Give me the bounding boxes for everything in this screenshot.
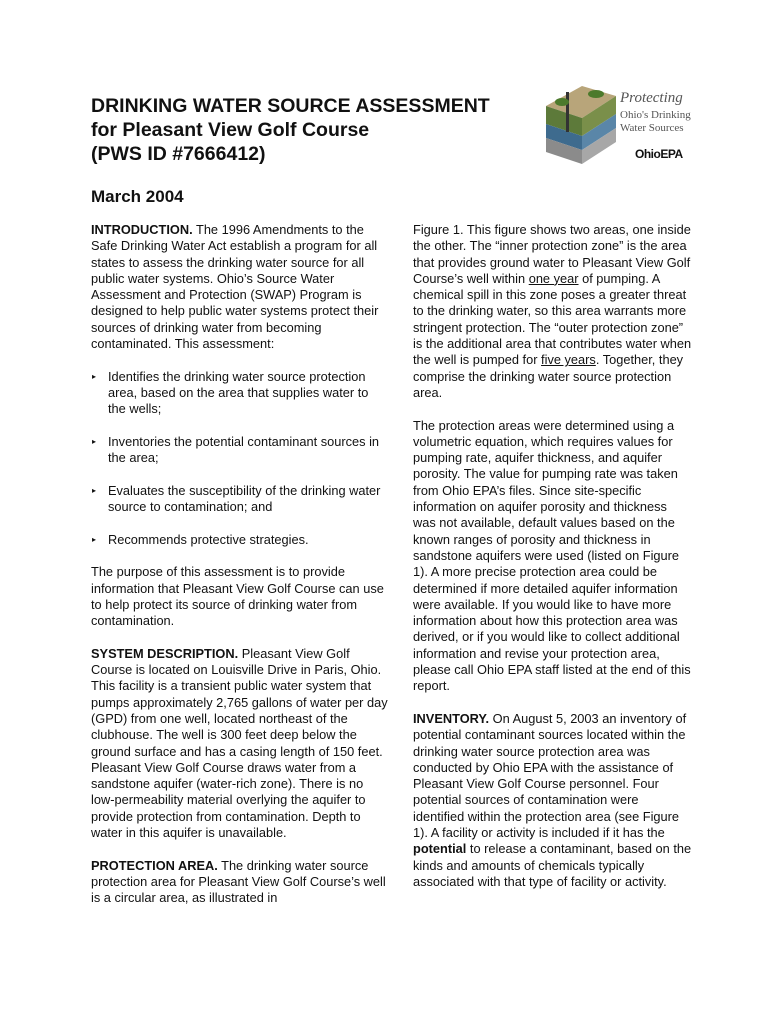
system-description-paragraph — [91, 646, 389, 842]
title-line-2: for Pleasant View Golf Course — [91, 119, 370, 141]
list-item: ▸ Recommends protective strategies. — [92, 531, 309, 547]
assessment-bullet-list — [91, 369, 389, 548]
groundwater-cross-section-icon — [536, 78, 620, 174]
figure-description-paragraph: Figure 1. This figure shows two areas, one inside the other. The “inner protection zone” is the area that provides ground water to Pleasant View Golf Course’s well within one year of pumping. A chemical spill in this zone poses a greater threat to the drinking water, so this area warrants more stringent protection. The “outer protection zone” is the additional area that contributes water when the well is pumped for five years. Together, they comprise the drinking water source protection area. — [413, 222, 692, 400]
five-years-emphasis: five years — [541, 352, 596, 368]
logo-water-sources-text: Water Sources — [620, 122, 684, 134]
list-item: ▸ Identifies the drinking water source protection area, based on the area that supplies water to the wells; — [92, 368, 369, 417]
list-item: ▸ Evaluates the susceptibility of the drinking water source to contamination; and — [92, 482, 381, 515]
bullet-marker-icon: ▸ — [92, 436, 97, 446]
logo-ohios-drinking-text: Ohio's Drinking — [620, 109, 691, 121]
report-date: March 2004 — [91, 187, 184, 206]
system-description-heading: SYSTEM DESCRIPTION. — [91, 645, 239, 661]
right-column — [413, 222, 693, 906]
bullet-marker-icon: ▸ — [92, 371, 97, 381]
system-description-text: Pleasant View Golf Course is located on Louisville Drive in Paris, Ohio. This facility is a transient public water system that pumps approximately 2,765 gallons of water per day (GPD) from one well, located northeast of the clubhouse. The well is 300 feet deep below the ground surface and has a casing length of 150 feet. Pleasant View Golf Course draws water from a sandstone aquifer (water-rich zone). There is no low-permeability material overlying the aquifer to provide protection from contamination. Depth to water in this aquifer is unavailable. — [91, 645, 388, 840]
title-line-3: (PWS ID #7666412) — [91, 143, 266, 165]
introduction-heading: INTRODUCTION. — [91, 222, 193, 237]
bullet-marker-icon: ▸ — [92, 534, 97, 544]
introduction-paragraph — [91, 222, 389, 352]
one-year-emphasis: one year — [528, 270, 579, 286]
determination-paragraph: The protection areas were determined using a volumetric equation, which requires values for pumping rate, aquifer thickness, and aquifer porosity. The value for pumping rate was taken from Ohio EPA’s files. Since site-specific information on aquifer porosity and thickness was not available, default values based on the known ranges of porosity and thickness in sandstone aquifers were used (listed on Figure 1). A more precise protection area could be determined if more detailed aquifer information were available. If you would like to have more information about how this protection area was derived, or if you would like to collect additional information and revise your protection area, please call Ohio EPA staff listed at the end of this report. — [413, 417, 691, 694]
inventory-paragraph: INVENTORY. On August 5, 2003 an inventory of potential contaminant sources located within the drinking water source protection area was conducted by Ohio EPA with the assistance of Pleasant View Golf Course personnel. Four potential sources of contamination were identified within the protection area (see Figure 1). A facility or activity is included if it has the potential to release a contaminant, based on the kinds and amounts of chemicals typically associated with that type of facility or activity. — [413, 710, 692, 889]
protection-area-text: The drinking water source protection area for Pleasant View Golf Course’s well is a circular area, as illustrated in — [91, 857, 386, 906]
potential-emphasis: potential — [413, 841, 467, 857]
introduction-text: The 1996 Amendments to the Safe Drinking Water Act establish a program for all states to assess the drinking water source for all public water systems. Ohio’s Source Water Assessment and Protection (SWAP) Program is designed to help public water systems protect their sources of drinking water from becoming contaminated. This assessment: — [91, 222, 379, 352]
protection-area-heading: PROTECTION AREA. — [91, 857, 218, 873]
logo-protecting-text: Protecting — [620, 90, 683, 106]
purpose-paragraph: The purpose of this assessment is to provide information that Pleasant View Golf Course can use to help protect its source of drinking water from contamination. — [91, 564, 384, 629]
list-item: ▸ Inventories the potential contaminant sources in the area; — [92, 433, 380, 466]
bullet-marker-icon: ▸ — [92, 485, 97, 495]
protection-area-paragraph — [91, 858, 389, 907]
inventory-heading: INVENTORY. — [413, 710, 490, 726]
title-line-1: DRINKING WATER SOURCE ASSESSMENT — [91, 95, 490, 117]
logo-ohio-epa-text: OhioEPA — [635, 147, 683, 161]
ohio-epa-logo — [536, 78, 691, 174]
page-title — [91, 94, 531, 166]
left-column — [91, 222, 389, 923]
